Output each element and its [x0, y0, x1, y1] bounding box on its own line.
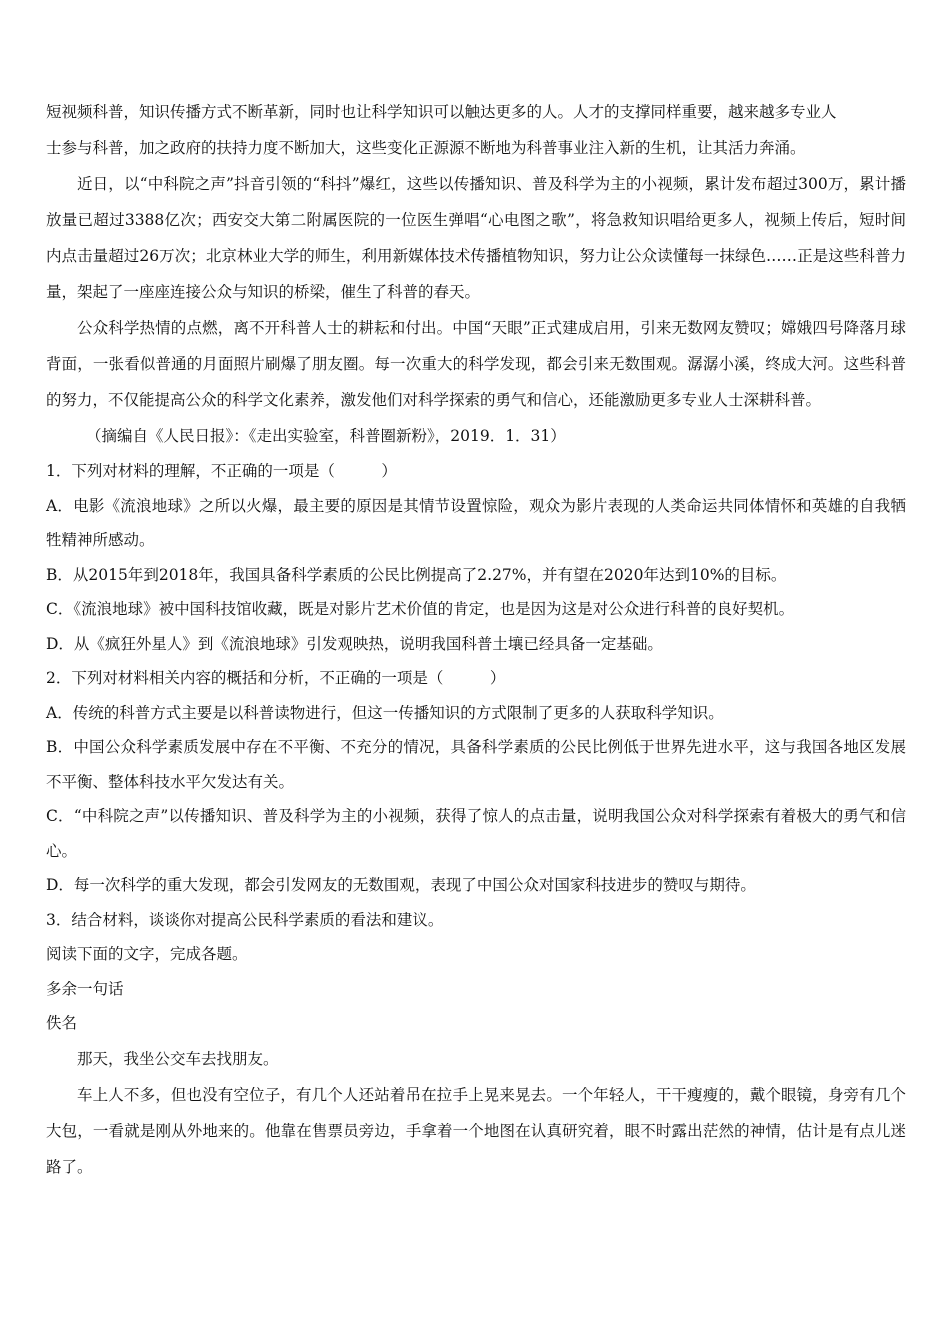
question-1-option-c: C．《流浪地球》被中国科技馆收藏，既是对影片艺术价值的肯定，也是因为这是对公众进行科普的良好契机。	[46, 600, 795, 618]
story-title: 多余一句话	[46, 979, 124, 998]
question-3: 3．结合材料，谈谈你对提高公民科学素质的看法和建议。	[46, 910, 444, 929]
question-1-option-d: D．从《疯狂外星人》到《流浪地球》引发观映热，说明我国科普土壤已经具备一定基础。	[46, 634, 663, 653]
passage-paragraph: 近日，以“中科院之声”抖音引领的“科抖”爆红，这些以传播知识、普及科学为主的小视频，累计发布超过300万，累计播放量已超过3388亿次；西安交大第二附属医院的一位医生弹唱“心电图之歌”，将急救知识唱给更多人，视频上传后，短时间内点击量超过26万次；北京林业大学的师生，利用新媒体技术传播植物知识，努力让公众读懂每一抹绿色……正是这些科普力量，架起了一座座连接公众与知识的桥梁，催生了科普的春天。	[46, 175, 906, 301]
question-2-option-b: B．中国公众科学素质发展中存在不平衡、不充分的情况，具备科学素质的公民比例低于世界先进水平，这与我国各地区发展不平衡、整体科技水平欠发达有关。	[46, 738, 906, 791]
document-page	[46, 94, 906, 1185]
passage-paragraph: 公众科学热情的点燃，离不开科普人士的耕耘和付出。中国“天眼”正式建成启用，引来无数网友赞叹；嫦娥四号降落月球背面，一张看似普通的月面照片刷爆了朋友圈。每一次重大的科学发现，都会引来无数围观。潺潺小溪，终成大河。这些科普的努力，不仅能提高公众的科学文化素养，激发他们对科学探索的勇气和信心，还能激励更多专业人士深耕科普。	[46, 319, 906, 409]
question-2: 2．下列对材料相关内容的概括和分析，不正确的一项是（ ）	[46, 669, 506, 687]
question-1: 1．下列对材料的理解，不正确的一项是（ ）	[46, 462, 397, 480]
source-citation: （摘编自《人民日报》：《走出实验室，科普圈新粉》，2019．1．31）	[86, 427, 566, 445]
question-2-option-c: C．“中科院之声”以传播知识、普及科学为主的小视频，获得了惊人的点击量，说明我国公众对科学探索有着极大的勇气和信心。	[46, 807, 906, 860]
question-2-option-a: A．传统的科普方式主要是以科普读物进行，但这一传播知识的方式限制了更多的人获取科学知识。	[46, 703, 724, 722]
passage-line: 士参与科普，加之政府的扶持力度不断加大，这些变化正源源不断地为科普事业注入新的生机，让其活力奔涌。	[46, 139, 806, 157]
story-paragraph: 车上人不多，但也没有空位子，有几个人还站着吊在拉手上晃来晃去。一个年轻人，干干瘦瘦的，戴个眼镜，身旁有几个大包，一看就是刚从外地来的。他靠在售票员旁边，手拿着一个地图在认真研究着，眼不时露出茫然的神情，估计是有点儿迷路了。	[46, 1085, 906, 1176]
story-author: 佚名	[46, 1014, 78, 1032]
question-1-option-a: A．电影《流浪地球》之所以火爆，最主要的原因是其情节设置惊险，观众为影片表现的人类命运共同体情怀和英雄的自我牺牲精神所感动。	[46, 496, 906, 549]
question-1-option-b: B．从2015年到2018年，我国具备科学素质的公民比例提高了2.27%，并有望在2020年达到10%的目标。	[46, 565, 787, 584]
question-2-option-d: D．每一次科学的重大发现，都会引发网友的无数围观，表现了中国公众对国家科技进步的赞叹与期待。	[46, 876, 756, 894]
reading-instruction: 阅读下面的文字，完成各题。	[46, 945, 248, 963]
passage-line: 短视频科普，知识传播方式不断革新，同时也让科学知识可以触达更多的人。人才的支撑同样重要，越来越多专业人	[46, 103, 837, 121]
story-paragraph: 那天，我坐公交车去找朋友。	[77, 1049, 279, 1068]
